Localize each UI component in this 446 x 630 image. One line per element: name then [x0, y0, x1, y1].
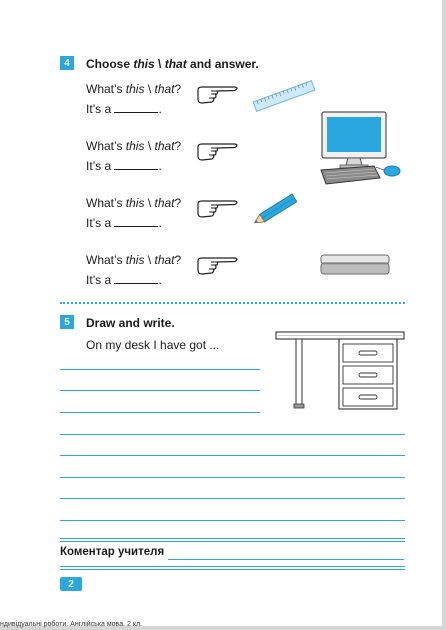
answer-line[interactable]: It’s a .: [86, 216, 162, 230]
pencil-icon: [250, 193, 302, 227]
writing-line[interactable]: [60, 390, 260, 391]
writing-line[interactable]: [60, 455, 405, 456]
answer-blank[interactable]: [114, 102, 158, 113]
task-title: Draw and write.: [86, 316, 175, 330]
task-number-badge: 5: [60, 315, 74, 329]
writing-line[interactable]: [60, 520, 405, 521]
pointing-hand-icon: [195, 141, 241, 163]
answer-line[interactable]: It’s a .: [86, 159, 162, 173]
task-title: Choose this \ that and answer.: [86, 57, 259, 71]
footer-text: ндивідуальні роботи. Англійська мова. 2 кл.: [0, 621, 142, 628]
answer-line[interactable]: It’s a .: [86, 273, 162, 287]
writing-line[interactable]: [60, 434, 405, 435]
answer-blank[interactable]: [114, 273, 158, 284]
question-text: What’s this \ that?: [86, 139, 182, 153]
section-divider: [60, 541, 405, 542]
question-text: What’s this \ that?: [86, 253, 182, 267]
ruler-icon: [250, 78, 318, 114]
computer-icon: [318, 110, 404, 188]
section-divider: [60, 569, 405, 570]
writing-line[interactable]: [60, 477, 405, 478]
task-prompt: On my desk I have got ...: [86, 338, 220, 352]
task-number-badge: 4: [60, 56, 74, 70]
answer-blank[interactable]: [114, 216, 158, 227]
teacher-comment-label: Коментар учителя: [60, 546, 165, 558]
writing-line[interactable]: [60, 369, 260, 370]
question-text: What’s this \ that?: [86, 82, 182, 96]
answer-line[interactable]: It’s a .: [86, 102, 162, 116]
pointing-hand-icon: [195, 255, 241, 277]
teacher-comment-line[interactable]: [168, 559, 404, 560]
pointing-hand-icon: [195, 198, 241, 220]
section-divider: [60, 566, 405, 567]
question-text: What’s this \ that?: [86, 196, 182, 210]
page-number: 2: [60, 577, 82, 591]
answer-blank[interactable]: [114, 159, 158, 170]
section-divider: [60, 302, 405, 304]
pencil-case-icon: [318, 252, 392, 278]
pointing-hand-icon: [195, 84, 241, 106]
section-divider: [60, 538, 405, 539]
desk-icon: [274, 330, 406, 412]
writing-line[interactable]: [60, 412, 260, 413]
writing-line[interactable]: [60, 498, 405, 499]
